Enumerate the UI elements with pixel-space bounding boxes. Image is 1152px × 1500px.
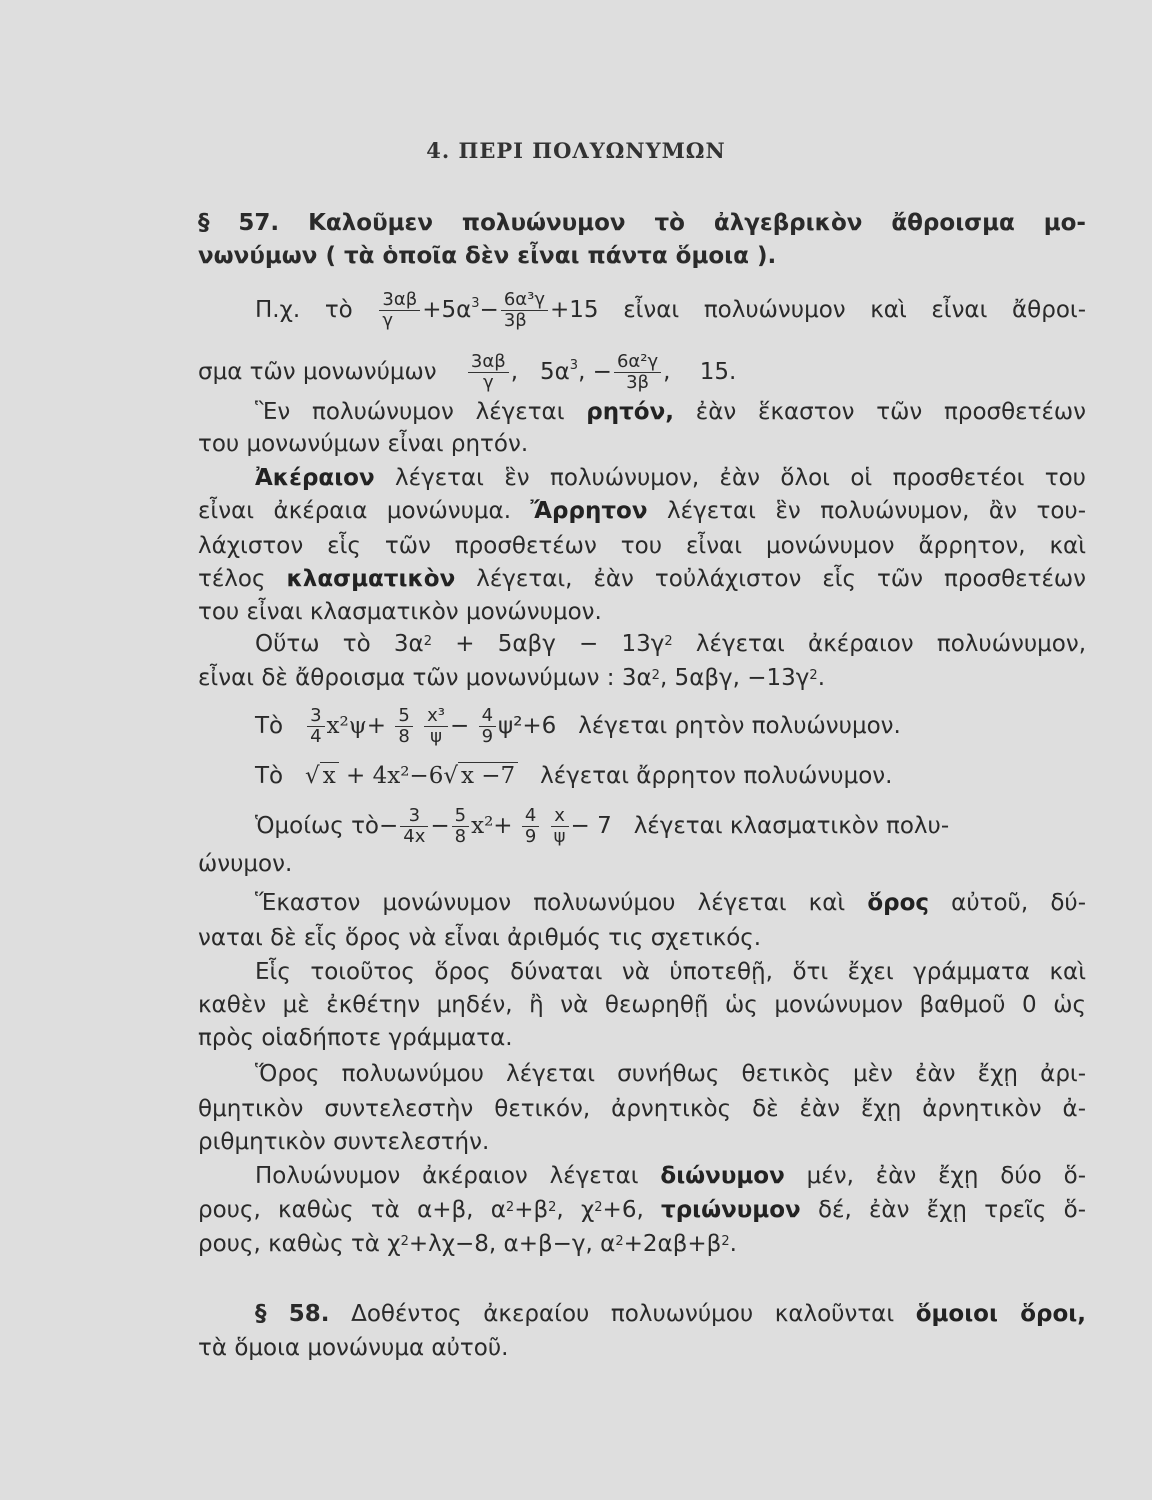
monomial-15: 15. — [699, 359, 737, 385]
rational-line-2: του μονωνύμων εἶναι ρητόν. — [198, 431, 529, 457]
binomial-line-2: ρους, καθὼς τὰ α+β, $\alpha^2+\beta^2$, $\chi^2+6$, τριώνυμον δέ, ἐὰν ἔχῃ τρεῖς ὅ- — [198, 1197, 1086, 1223]
term-klasmatikon: κλασματικὸν — [286, 566, 456, 592]
constant-term-line-3: πρὸς οἱαδήποτε γράμματα. — [198, 1025, 513, 1051]
sign-line-2: θμητικὸν συντελεστὴν θετικόν, ἀρνητικὸς δὲ ἐὰν ἔχῃ ἀρνητικὸν ἀ- — [198, 1096, 1086, 1122]
example-integer-line-2: εἶναι δὲ ἄθροισμα τῶν μονωνύμων : $3\alpha^2$, 5αβγ, $-13\gamma^2$. — [198, 665, 826, 691]
chapter-title: 4. ΠΕΡΙ ΠΟΛΥΩΝΥΜΩΝ — [426, 138, 726, 163]
fraction-6a3g-3b: $\frac{\text{6α³γ}}{3\beta}$ — [501, 290, 548, 331]
fraction-6a2g-3b: $\frac{\text{6α²γ}}{3\beta}$ — [614, 352, 661, 393]
section-57-text: Καλοῦμεν πολυώνυμον τὸ ἀλγεβρικὸν ἄθροισμα μο- — [308, 210, 1086, 236]
term-trionymon: τριώνυμον — [661, 1197, 801, 1223]
fraction-3-4: $\frac{3}{4}$ — [307, 706, 324, 747]
rational-line-1: Ἓν πολυώνυμον λέγεται ρητόν, ἐὰν ἕκαστον τῶν προσθετέων — [255, 399, 1086, 425]
fraction-5-8: $\frac{5}{8}$ — [395, 706, 412, 747]
fraction-3-4x: $\frac{3}{4x}$ — [400, 806, 428, 847]
fraction-x-psi: $\frac{x}{\psi}$ — [551, 806, 569, 847]
integer-line-2: εἶναι ἀκέραια μονώνυμα. Ἄρρητον λέγεται ἓν πολυώνυμον, ἂν του- — [198, 498, 1086, 524]
integer-line-1: Ἀκέραιον λέγεται ἓν πολυώνυμον, ἐὰν ὅλοι οἱ προσθετέοι του — [255, 465, 1086, 491]
term-definition-line-2: ναται δὲ εἷς ὅρος νὰ εἶναι ἀριθμός τις σχετικός. — [198, 925, 762, 951]
example-prefix: Π.χ. τὸ — [255, 297, 353, 323]
example-line-2: σμα τῶν μονωνύμων $\frac{3\alpha\beta}{\gamma}$ , $5\alpha^3$, − $\frac{\text{6α²γ}}{3\beta}$ , 15. — [198, 351, 737, 393]
term-oros: ὅρος — [867, 890, 930, 916]
fraction-3ab-g-2: $\frac{3\alpha\beta}{\gamma}$ — [468, 352, 509, 393]
term-arriton: Ἄρρητον — [530, 498, 648, 524]
monomials-label: σμα τῶν μονωνύμων — [198, 359, 437, 385]
section-58-line-2: τὰ ὅμοια μονώνυμα αὐτοῦ. — [198, 1335, 509, 1361]
term-dionymon: διώνυμον — [660, 1163, 785, 1189]
section-57-line-2: νωνύμων ( τὰ ὁποῖα δὲν εἶναι πάντα ὅμοια ). — [198, 243, 777, 269]
sqrt-x-minus-7: x −7 — [458, 760, 518, 792]
term-15: +15 — [550, 297, 599, 323]
integer-line-5: του εἶναι κλασματικὸν μονώνυμον. — [198, 599, 602, 625]
binomial-line-3: ρους, καθὼς τὰ $\chi^2+\lambda\chi-8$, α+β−γ, $\alpha^2+2\alpha\beta+\beta^2$. — [198, 1231, 737, 1257]
term-rhiton: ρητόν, — [586, 399, 675, 425]
section-57-line-1 — [198, 207, 1086, 239]
section-57-number: § 57. — [198, 210, 280, 236]
integer-line-3: λάχιστον εἷς τῶν προσθετέων του εἶναι μονώνυμον ἄρρητον, καὶ — [198, 533, 1086, 559]
irrational-polynomial-example: Τὸ √ x + 4x²−6√ x −7 λέγεται ἄρρητον πολυώνυμον. — [255, 760, 1143, 792]
fraction-4-9-b: $\frac{4}{9}$ — [522, 806, 539, 847]
section-58-line-1: § 58. Δοθέντος ἀκεραίου πολυωνύμου καλοῦνται ὅμοιοι ὅροι, — [255, 1301, 1086, 1327]
term-definition-line-1: Ἕκαστον μονώνυμον πολυωνύμου λέγεται καὶ ὅρος αὐτοῦ, δύ- — [255, 890, 1086, 916]
binomial-line-1: Πολυώνυμον ἀκέραιον λέγεται διώνυμον μέν, ἐὰν ἔχῃ δύο ὅ- — [255, 1163, 1086, 1189]
monomial-5a3: 5α — [539, 359, 570, 385]
constant-term-line-1: Εἷς τοιοῦτος ὅρος δύναται νὰ ὑποτεθῇ, ὅτι ἔχει γράμματα καὶ — [255, 959, 1086, 985]
term-akeraion: Ἀκέραιον — [255, 465, 375, 491]
fraction-x3-psi: $\frac{\text{x³}}{\psi}$ — [424, 706, 448, 747]
fractional-polynomial-example: Ὁμοίως τὸ− $\frac{3}{4x}$ − $\frac{5}{8}$ x²+ $\frac{4}{9}$ $\frac{x}{\psi}$ − 7 λέγεται κλασματικὸν πολυ- — [255, 805, 950, 847]
example-line-1: Π.χ. τὸ $\frac{3\alpha\beta}{\gamma}$ $+5\alpha^3-$ $\frac{\text{6α³γ}}{3\beta}$ +15 εἶναι πολυώνυμον καὶ εἶναι ἄθροι- — [255, 289, 1086, 331]
sign-line-3: ριθμητικὸν συντελεστήν. — [198, 1129, 490, 1155]
section-58-number: § 58. — [255, 1301, 330, 1327]
fraction-3ab-g: $\frac{3\alpha\beta}{\gamma}$ — [379, 290, 420, 331]
rational-polynomial-example: Τὸ $\frac{3}{4}$ x²ψ+ $\frac{5}{8}$ $\frac{\text{x³}}{\psi}$ − $\frac{4}{9}$ ψ²+6 λέγεται ρητὸν πολυώνυμον. — [255, 705, 901, 747]
term-omoioi-oroi: ὅμοιοι ὅροι, — [915, 1301, 1086, 1327]
fraction-5-8-b: $\frac{5}{8}$ — [452, 806, 469, 847]
integer-line-4: τέλος κλασματικὸν λέγεται, ἐὰν τοὐλάχιστον εἷς τῶν προσθετέων — [198, 566, 1086, 592]
example-integer-line-1: Οὕτω τὸ $3\alpha^2 + 5\alpha\beta\gamma - 13\gamma^2$ λέγεται ἀκέραιον πολυώνυμον, — [255, 631, 1087, 657]
sqrt-x: x — [320, 760, 339, 792]
fractional-line-2: ώνυμον. — [198, 851, 293, 877]
constant-term-line-2: καθὲν μὲ ἐκθέτην μηδέν, ἢ νὰ θεωρηθῇ ὡς μονώνυμον βαθμοῦ 0 ὡς — [198, 992, 1086, 1018]
term-5a3: +5α — [422, 297, 472, 323]
fraction-4-9: $\frac{4}{9}$ — [479, 706, 496, 747]
sign-line-1: Ὅρος πολυωνύμου λέγεται συνήθως θετικὸς μὲν ἐὰν ἔχῃ ἀρι- — [255, 1061, 1086, 1087]
example-suffix: εἶναι πολυώνυμον καὶ εἶναι ἄθροι- — [623, 297, 1086, 323]
